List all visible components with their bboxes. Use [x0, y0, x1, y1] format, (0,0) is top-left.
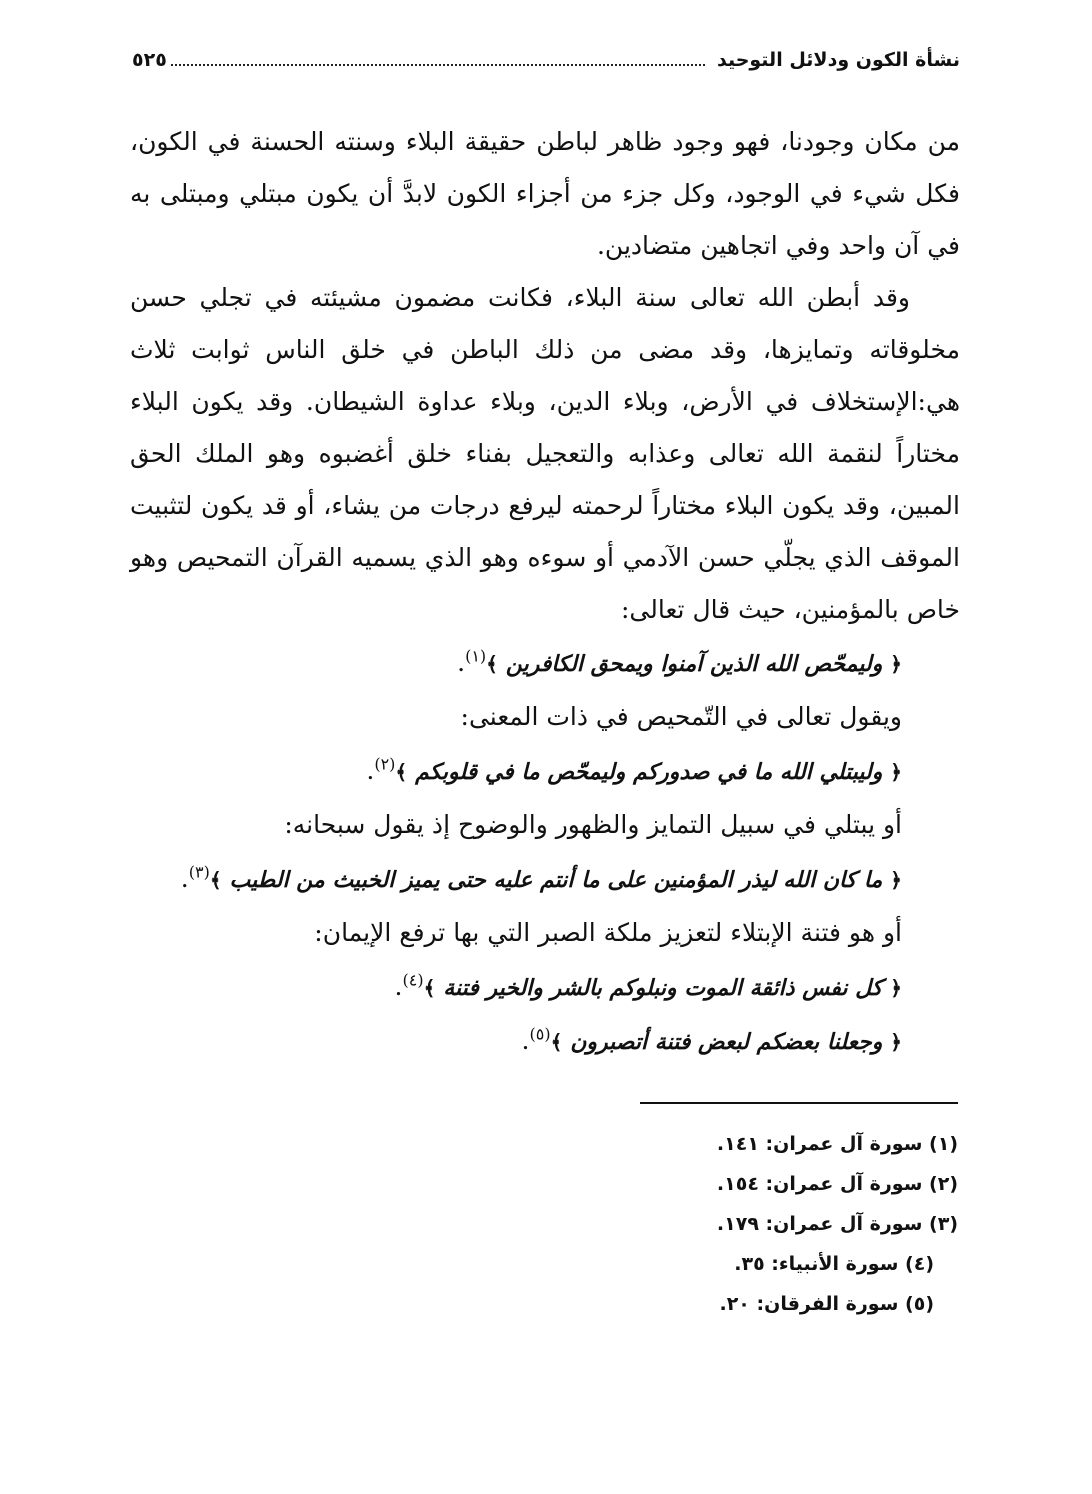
- paragraph-continued: من مكان وجودنا، فهو وجود ظاهر لباطن حقيقة البلاء وسنته الحسنة في الكون، فكل شيء في الوجود، وكل جزء من أجزاء الكون لابدَّ أن يكون مبتلي ومبتلى به في آن واحد وفي اتجاهين متضادين.: [130, 127, 960, 260]
- ornate-bracket-open: ﴿: [890, 652, 902, 676]
- ornate-bracket-close: ﴾: [209, 868, 222, 892]
- quran-verse-3: ﴿ ما كان الله ليذر المؤمنين على ما أنتم عليه حتى يميز الخبيث من الطيب ﴾$^{(٣)}$.: [180, 862, 902, 893]
- page-number: ٥٢٥: [132, 49, 167, 71]
- footnotes: [600, 1124, 958, 1324]
- ornate-bracket-close: ﴾: [550, 1030, 563, 1054]
- quran-verse-2: ﴿ وليبتلي الله ما في صدوركم وليمحّص ما في قلوبكم ﴾$^{(٢)}$.: [366, 754, 902, 785]
- footnote-ref: (٢): [374, 754, 396, 774]
- footnote-ref: (٥): [529, 1024, 551, 1044]
- quran-verse-5: ﴿ وجعلنا بعضكم لبعض فتنة أتصبرون ﴾$^{(٥)}$.: [521, 1024, 902, 1055]
- verse-text: وليبتلي الله ما في صدوركم وليمحّص ما في قلوبكم: [415, 759, 883, 785]
- ornate-bracket-close: ﴾: [395, 760, 408, 784]
- verse-text: وجعلنا بعضكم لبعض فتنة أتصبرون: [570, 1029, 883, 1055]
- ornate-bracket-open: ﴿: [890, 760, 902, 784]
- ornate-bracket-open: ﴿: [890, 976, 902, 1000]
- footnote-item: (١) سورة آل عمران: ١٤١.: [716, 1133, 958, 1155]
- ornate-bracket-open: ﴿: [890, 868, 902, 892]
- leader-dots: [171, 46, 705, 66]
- verse-text: ما كان الله ليذر المؤمنين على ما أنتم عليه حتى يميز الخبيث من الطيب: [229, 867, 883, 893]
- ornate-bracket-open: ﴿: [890, 1030, 902, 1054]
- text-line: أو هو فتنة الإبتلاء لتعزيز ملكة الصبر التي بها ترفع الإيمان:: [314, 918, 902, 947]
- paragraph-trial-sunna: وقد أبطن الله تعالى سنة البلاء، فكانت مضمون مشيئته في تجلي حسن مخلوقاته وتمايزها، وقد مضى من ذلك الباطن في خلق الناس ثوابت ثلاث هي:الإستخلاف في الأرض، وبلاء الدين، وبلاء عداوة الشيطان. وقد يكون البلاء مختاراً لنقمة الله تعالى وعذابه والتعجيل بفناء خلق أغضبوه وهو الملك الحق المبين، وقد يكون البلاء مختاراً لرحمته ليرفع درجات من يشاء، أو قد يكون لتثبيت الموقف الذي يجلّي حسن الآدمي أو سوءه وهو الذي يسميه القرآن التمحيص وهو خاص بالمؤمنين، حيث قال تعالى:: [130, 283, 960, 624]
- running-title: نشأة الكون ودلائل التوحيد: [716, 49, 960, 71]
- verse-text: وليمحّص الله الذين آمنوا ويمحق الكافرين: [505, 651, 883, 677]
- footnote-item: (٤) سورة الأنبياء: ٣٥.: [734, 1253, 934, 1275]
- footnote-ref: (١): [465, 646, 487, 666]
- ornate-bracket-close: ﴾: [423, 976, 436, 1000]
- page-header: [132, 46, 960, 76]
- quran-verse-4: ﴿ كل نفس ذائقة الموت ونبلوكم بالشر والخير فتنة ﴾$^{(٤)}$.: [394, 970, 902, 1001]
- quran-verse-1: ﴿ وليمحّص الله الذين آمنوا ويمحق الكافرين ﴾$^{(١)}$.: [457, 646, 902, 677]
- ornate-bracket-close: ﴾: [486, 652, 498, 676]
- verse-text: كل نفس ذائقة الموت ونبلوكم بالشر والخير فتنة: [443, 975, 883, 1001]
- footnote-separator: [640, 1102, 958, 1104]
- text-line: أو يبتلي في سبيل التمايز والظهور والوضوح إذ يقول سبحانه:: [284, 810, 902, 839]
- footnote-item: (٢) سورة آل عمران: ١٥٤.: [716, 1173, 958, 1195]
- footnote-item: (٥) سورة الفرقان: ٢٠.: [719, 1293, 934, 1315]
- main-text: [130, 116, 960, 636]
- footnote-ref: (٤): [402, 970, 424, 990]
- footnote-item: (٣) سورة آل عمران: ١٧٩.: [716, 1213, 958, 1235]
- footnote-ref: (٣): [188, 862, 210, 882]
- text-line: ويقول تعالى في التّمحيص في ذات المعنى:: [460, 702, 902, 731]
